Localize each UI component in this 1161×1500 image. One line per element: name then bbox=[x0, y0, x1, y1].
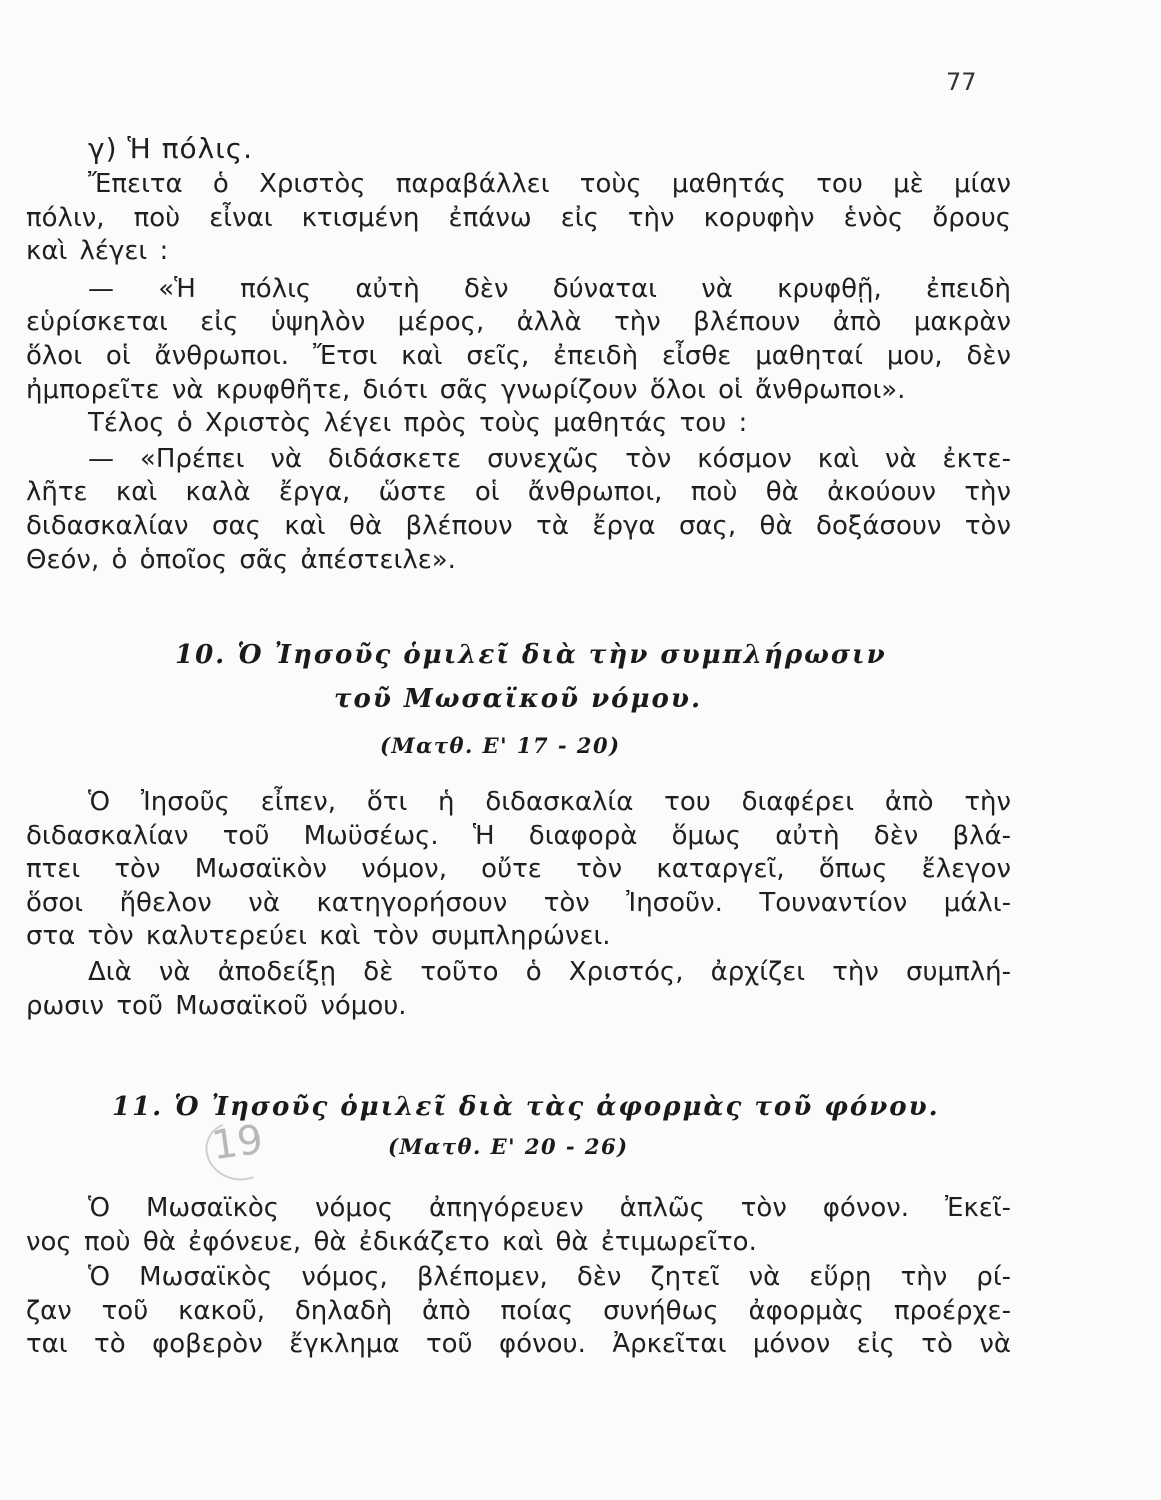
text-line: Διὰ νὰ ἀποδείξῃ δὲ τοῦτο ὁ Χριστός, ἀρχίζει τὴν συμπλή- bbox=[88, 956, 1011, 987]
text-line: λῆτε καὶ καλὰ ἔργα, ὥστε οἱ ἄνθρωποι, ποὺ θὰ ἀκούουν τὴν bbox=[26, 477, 1011, 508]
text-line: Ὁ Ἰησοῦς εἶπεν, ὅτι ἡ διδασκαλία του διαφέρει ἀπὸ τὴν bbox=[88, 787, 1011, 817]
section-heading-gamma: γ) Ἡ πόλις. bbox=[88, 132, 254, 165]
text-line: ρωσιν τοῦ Μωσαϊκοῦ νόμου. bbox=[26, 990, 407, 1021]
text-line: εὑρίσκεται εἰς ὑψηλὸν μέρος, ἀλλὰ τὴν βλέπουν ἀπὸ μακρὰν bbox=[26, 307, 1011, 338]
section-11-title: 11. Ὁ Ἰησοῦς ὁμιλεῖ διὰ τὰς ἀφορμὰς τοῦ φόνου. bbox=[112, 1092, 940, 1122]
paragraph bbox=[26, 443, 1011, 577]
text-line: διδασκαλίαν τοῦ Μωϋσέως. Ἡ διαφορὰ ὅμως αὐτὴ δὲν βλά- bbox=[26, 820, 1011, 851]
text-line: ται τὸ φοβερὸν ἔγκλημα τοῦ φόνου. Ἀρκεῖται μόνον εἰς τὸ νὰ bbox=[26, 1329, 1011, 1360]
paragraph bbox=[26, 273, 1011, 407]
section-11-reference: (Ματθ. Ε' 20 - 26) bbox=[388, 1134, 629, 1159]
text-line: πτει τὸν Μωσαϊκὸν νόμον, οὔτε τὸν καταργεῖ, ὅπως ἔλεγον bbox=[26, 854, 1011, 885]
text-line: Ὁ Μωσαϊκὸς νόμος, βλέπομεν, δὲν ζητεῖ νὰ εὕρῃ τὴν ρί- bbox=[88, 1262, 1011, 1293]
page-number: 77 bbox=[946, 68, 977, 96]
text-line: — «Πρέπει νὰ διδάσκετε συνεχῶς τὸν κόσμον καὶ νὰ ἐκτε- bbox=[88, 443, 1011, 474]
pencil-note: 19 bbox=[209, 1116, 266, 1170]
section-10-reference: (Ματθ. Ε' 17 - 20) bbox=[380, 733, 621, 758]
text-line: ὅλοι οἱ ἄνθρωποι. Ἔτσι καὶ σεῖς, ἐπειδὴ εἶσθε μαθηταί μου, δὲν bbox=[26, 340, 1011, 371]
paragraph bbox=[26, 1192, 1011, 1259]
paragraph bbox=[26, 786, 1011, 954]
text-line: Θεόν, ὁ ὁποῖος σᾶς ἀπέστειλε». bbox=[26, 544, 456, 575]
text-line: στα τὸν καλυτερεύει καὶ τὸν συμπληρώνει. bbox=[26, 921, 611, 952]
text-line: Ἔπειτα ὁ Χριστὸς παραβάλλει τοὺς μαθητάς του μὲ μίαν bbox=[88, 169, 1011, 199]
section-11-body bbox=[26, 1192, 1011, 1362]
paragraph bbox=[26, 1261, 1011, 1362]
text-line: καὶ λέγει : bbox=[26, 236, 169, 267]
text-line: νος ποὺ θὰ ἐφόνευε, θὰ ἐδικάζετο καὶ θὰ ἐτιμωρεῖτο. bbox=[26, 1226, 757, 1257]
text-line: ὅσοι ἤθελον νὰ κατηγορήσουν τὸν Ἰησοῦν. Τουναντίον μάλι- bbox=[26, 887, 1011, 918]
paragraph bbox=[26, 407, 1011, 441]
text-line: Ὁ Μωσαϊκὸς νόμος ἀπηγόρευεν ἁπλῶς τὸν φόνον. Ἐκεῖ- bbox=[88, 1193, 1011, 1223]
paragraph bbox=[26, 956, 1011, 1023]
text-line: ζαν τοῦ κακοῦ, δηλαδὴ ἀπὸ ποίας συνήθως ἀφορμὰς προέρχε- bbox=[26, 1295, 1011, 1326]
text-line: διδασκαλίαν σας καὶ θὰ βλέπουν τὰ ἔργα σας, θὰ δοξάσουν τὸν bbox=[26, 510, 1011, 541]
paragraph bbox=[26, 168, 1011, 269]
text-line: πόλιν, ποὺ εἶναι κτισμένη ἐπάνω εἰς τὴν κορυφὴν ἑνὸς ὄρους bbox=[26, 202, 1011, 233]
section-10-title-line2: τοῦ Μωσαϊκοῦ νόμου. bbox=[334, 684, 702, 714]
section-10-title-line1: 10. Ὁ Ἰησοῦς ὁμιλεῖ διὰ τὴν συμπλήρωσιν bbox=[175, 640, 887, 670]
text-line: — «Ἡ πόλις αὐτὴ δὲν δύναται νὰ κρυφθῇ, ἐπειδὴ bbox=[88, 273, 1011, 304]
section-gamma-body bbox=[26, 168, 1011, 577]
section-10-body bbox=[26, 786, 1011, 1023]
text-line: Τέλος ὁ Χριστὸς λέγει πρὸς τοὺς μαθητάς του : bbox=[88, 408, 748, 439]
text-line: ἠμπορεῖτε νὰ κρυφθῆτε, διότι σᾶς γνωρίζουν ὅλοι οἱ ἄνθρωποι». bbox=[26, 374, 906, 405]
